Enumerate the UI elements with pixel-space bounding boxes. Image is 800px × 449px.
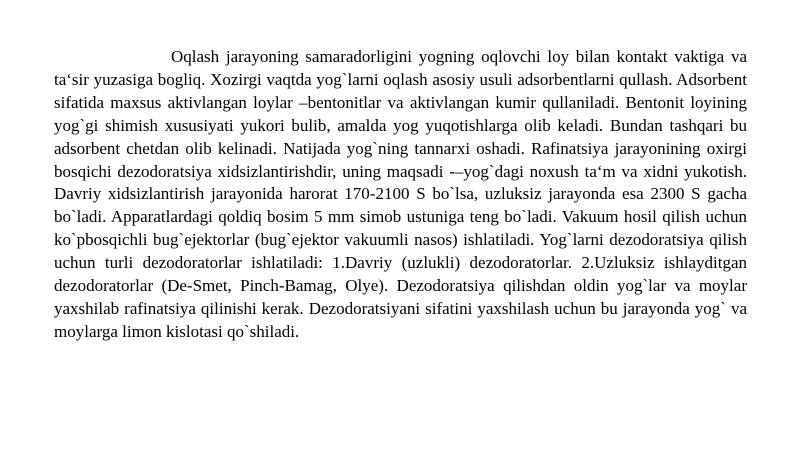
- body-paragraph: Oqlash jarayoning samaradorligini yogning oqlovchi loy bilan kontakt vaktiga va ta‘sir yuzasiga bogliq. Xozirgi vaqtda yog`larni oqlash asosiy usuli adsorbentlarni qullash. Adsorbent sifatida maxsus aktivlangan loylar –bentonitlar va aktivlangan kumir qullaniladi. Bentonit loyining yog`gi shimish xususiyati yukori bulib, amalda yog yuqotishlarga olib keladi. Bundan tashqari bu adsorbent chetdan olib kelinadi. Natijada yog`ning tannarxi oshadi. Rafinatsiya jarayonining oxirgi bosqichi dezodoratsiya xidsizlantirishdir, uning maqsadi -–yog`dagi noxush ta‘m va xidni yukotish. Davriy xidsizlantirish jarayonida harorat 170-2100 S bo`lsa, uzluksiz jarayonda esa 2300 S gacha bo`ladi. Apparatlardagi qoldiq bosim 5 mm simob ustuniga teng bo`ladi. Vakuum hosil qilish uchun ko`pbosqichli bug`ejektorlar (bug`ejektor vakuumli nasos) ishlatiladi. Yog`larni dezodoratsiya qilish uchun turli dezodoratorlar ishlatiladi: 1.Davriy (uzlukli) dezodoratorlar. 2.Uzluksiz ishlayditgan dezodoratorlar (De-Smet, Pinch-Bamag, Olye). Dezodoratsiya qilishdan oldin yog`lar va moylar yaxshilab rafinatsiya qilinishi kerak. Dezodoratsiyani sifatini yaxshilash uchun bu jarayonda yog` va moylarga limon kislotasi qo`shiladi.: [54, 47, 747, 341]
